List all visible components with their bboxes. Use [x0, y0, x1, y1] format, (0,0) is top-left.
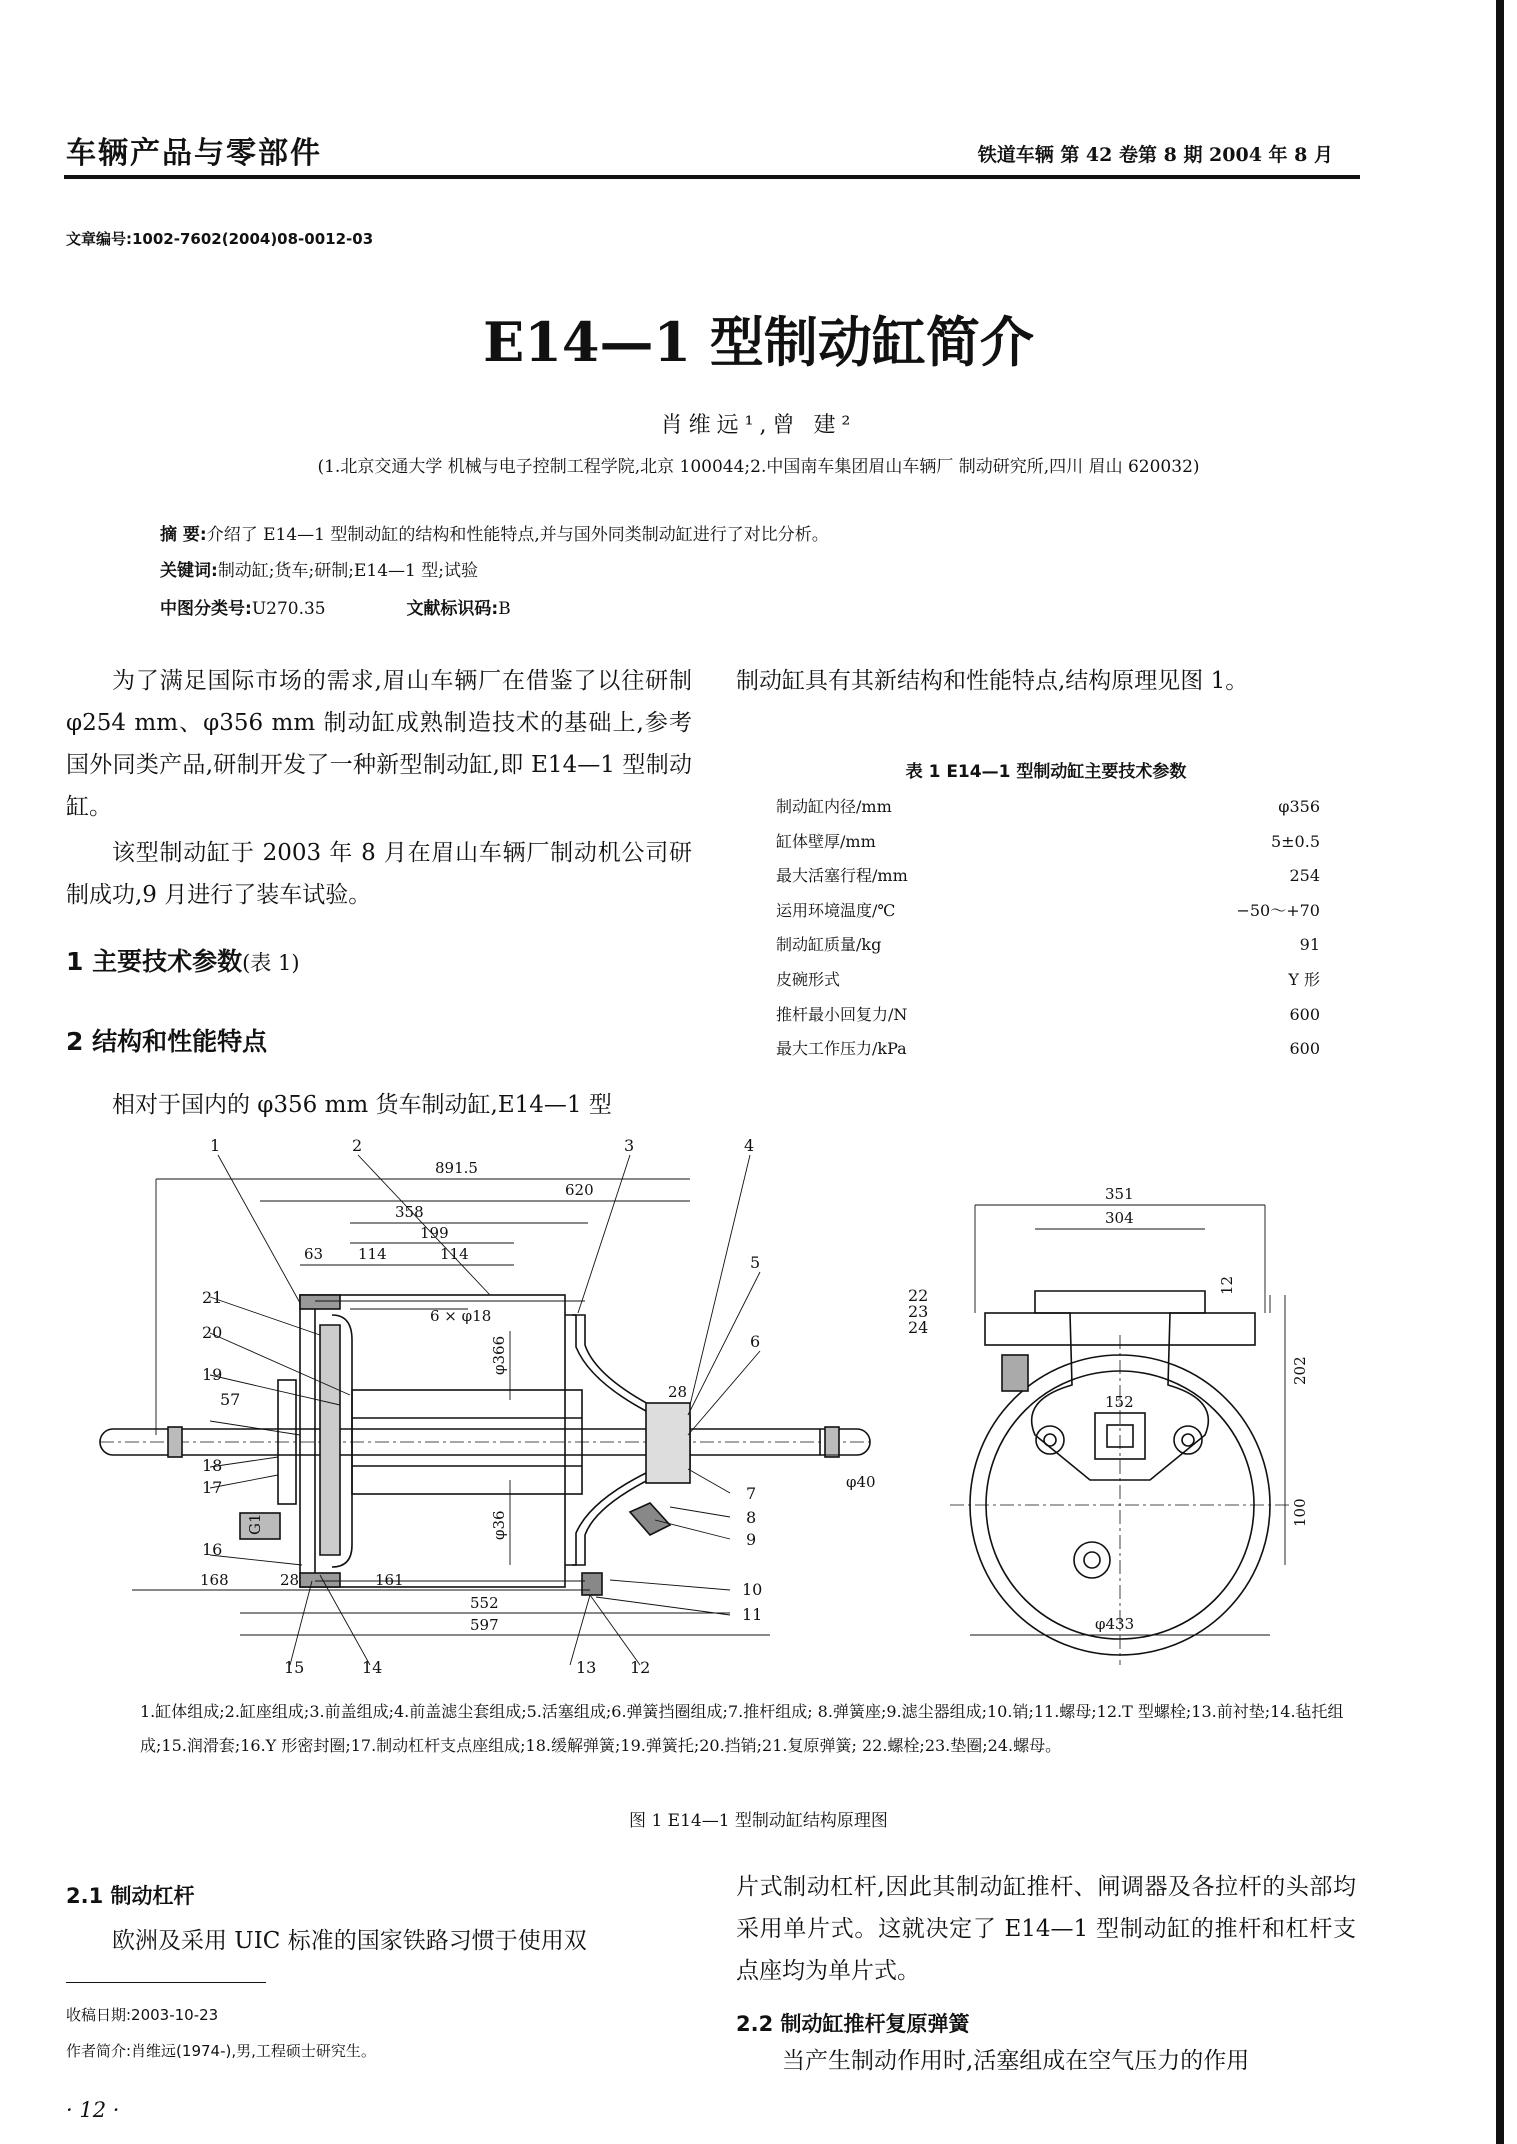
doc-code-label: 文献标识码: [406, 599, 499, 619]
table-row-value: −50～+70 [1236, 900, 1320, 920]
part-label-57: 57 [220, 1390, 241, 1409]
authors: 肖维远¹,曾 建² [660, 413, 857, 438]
running-header-journal: 铁道车辆 第 42 卷第 8 期 2004 年 8 月 [977, 144, 1333, 166]
dim-366: φ366 [490, 1335, 508, 1375]
dim-28-top: 28 [668, 1383, 688, 1401]
part-label-10: 10 [742, 1580, 763, 1599]
dim-114-b: 114 [440, 1245, 469, 1263]
running-header-section: 车辆产品与零部件 [66, 136, 322, 171]
table-row [776, 963, 1320, 998]
table-row-label: 最大活塞行程/mm [776, 866, 908, 886]
parameter-table [776, 790, 1320, 1067]
classification-label: 中图分类号: [160, 599, 252, 619]
dim-351: 351 [1105, 1185, 1134, 1203]
dim-358: 358 [395, 1203, 424, 1221]
dim-552: 552 [470, 1594, 499, 1612]
dim-100: 100 [1291, 1498, 1309, 1527]
keywords-label: 关键词: [160, 561, 218, 581]
part-label-15: 15 [284, 1658, 305, 1677]
dim-597: 597 [470, 1616, 499, 1634]
part-label-8: 8 [746, 1508, 757, 1527]
article-number: 文章编号:1002-7602(2004)08-0012-03 [66, 230, 374, 248]
part-label-16: 16 [202, 1540, 223, 1559]
figure-1-title: 图 1 E14—1 型制动缸结构原理图 [629, 1811, 888, 1831]
table-row-label: 制动缸内径/mm [776, 797, 892, 816]
table-row-value: 600 [1289, 1039, 1320, 1059]
part-label-21: 21 [202, 1288, 223, 1307]
table-row [776, 894, 1320, 929]
dim-161: 161 [375, 1571, 404, 1589]
section-1-title: 1 主要技术参数 [66, 947, 243, 976]
dim-114-a: 114 [358, 1245, 387, 1263]
affiliations: (1.北京交通大学 机械与电子控制工程学院,北京 100044;2.中国南车集团眉山车辆厂 制动研究所,四川 眉山 620032) [317, 457, 1200, 477]
table-caption: 表 1 E14—1 型制动缸主要技术参数 [905, 762, 1187, 782]
part-label-18: 18 [202, 1456, 223, 1475]
part-label-23: 23 [908, 1302, 929, 1321]
part-label-9: 9 [746, 1530, 757, 1549]
dim-28-bottom: 28 [280, 1571, 300, 1589]
table-row-value: φ356 [1278, 797, 1320, 816]
dim-891-5: 891.5 [435, 1159, 478, 1177]
table-row-label: 最大工作压力/kPa [776, 1039, 907, 1059]
keywords-text: 制动缸;货车;研制;E14—1 型;试验 [217, 561, 478, 581]
footnote-received: 收稿日期:2003-10-23 [66, 2006, 219, 2024]
scan-edge-bar [1496, 0, 1504, 2144]
abstract-label: 摘 要: [160, 525, 207, 545]
section-1-table-ref: (表 1) [242, 951, 300, 975]
footnote-rule [66, 1982, 266, 1983]
table-row-label: 皮碗形式 [776, 969, 841, 989]
table-row-value: 91 [1299, 935, 1320, 955]
right-lower-paragraph: 片式制动杠杆,因此其制动缸推杆、闸调器及各拉杆的头部均采用单片式。这就决定了 E14—1 型制动缸的推杆和杠杆支点座均为单片式。 [736, 1874, 1356, 1984]
part-label-2: 2 [352, 1136, 363, 1155]
table-row [776, 1032, 1320, 1067]
dim-g1: G1 [246, 1513, 264, 1535]
dim-36: φ36 [490, 1510, 508, 1540]
part-label-17: 17 [202, 1478, 223, 1497]
keywords [160, 556, 478, 581]
part-label-24: 24 [908, 1318, 929, 1337]
table-row [776, 859, 1320, 894]
section-1-heading [66, 942, 300, 978]
table-row-label: 制动缸质量/kg [776, 935, 882, 955]
dim-6x18: 6 × φ18 [430, 1307, 492, 1325]
part-label-5: 5 [750, 1253, 761, 1272]
dim-63: 63 [304, 1245, 324, 1263]
dim-620: 620 [565, 1181, 594, 1199]
dim-433: φ433 [1095, 1615, 1135, 1633]
dim-152: 152 [1105, 1393, 1134, 1411]
table-row-label: 推杆最小回复力/N [776, 1004, 908, 1024]
table-row [776, 825, 1320, 860]
part-label-3: 3 [624, 1136, 635, 1155]
part-label-19: 19 [202, 1365, 223, 1384]
abstract [160, 520, 829, 545]
part-label-7: 7 [746, 1484, 757, 1503]
figure-1-legend: 1.缸体组成;2.缸座组成;3.前盖组成;4.前盖滤尘套组成;5.活塞组成;6.弹簧挡圈组成;7.推杆组成; 8.弹簧座;9.滤尘器组成;10.销;11.螺母;12.T 型螺栓;13.前衬垫;14.毡托组成;15.润滑套;16.Y 形密封圈;17.制动杠杆支点座组成;18.缓解弹簧;19.弹簧托;20.挡销;21.复原弹簧; 22.螺栓;23.垫圈;24.螺母。 [140, 1702, 1344, 1755]
abstract-text: 介绍了 E14—1 型制动缸的结构和性能特点,并与国外同类制动缸进行了对比分析。 [206, 525, 829, 545]
part-label-13: 13 [576, 1658, 597, 1677]
figure-1-drawing [90, 1135, 1360, 1680]
classification [160, 594, 511, 619]
part-label-22: 22 [908, 1286, 929, 1305]
page-number: · 12 · [66, 2098, 120, 2122]
dim-202: 202 [1291, 1356, 1309, 1385]
section-2-2-heading: 2.2 制动缸推杆复原弹簧 [736, 2012, 970, 2036]
part-label-20: 20 [202, 1323, 223, 1342]
classification-value: U270.35 [251, 599, 326, 619]
table-row [776, 790, 1320, 825]
table-row-value: 5±0.5 [1270, 831, 1320, 851]
doc-code-value: B [498, 599, 511, 619]
part-label-4: 4 [744, 1136, 755, 1155]
part-label-11: 11 [742, 1605, 763, 1624]
section-2-1-heading: 2.1 制动杠杆 [66, 1884, 195, 1908]
header-rule [64, 175, 1360, 179]
part-label-6: 6 [750, 1332, 761, 1351]
part-label-14: 14 [362, 1658, 383, 1677]
table-row-label: 缸体壁厚/mm [776, 831, 876, 851]
dim-304: 304 [1105, 1209, 1134, 1227]
paper-title: E14—1 型制动缸简介 [483, 310, 1034, 374]
table-row [776, 928, 1320, 963]
dim-199: 199 [420, 1224, 449, 1242]
dim-40: φ40 [846, 1473, 876, 1491]
table-row-label: 运用环境温度/℃ [776, 900, 896, 920]
table-row-value: Y 形 [1288, 969, 1320, 989]
footnote-author: 作者简介:肖维远(1974-),男,工程硕士研究生。 [66, 2042, 376, 2060]
table-row [776, 998, 1320, 1033]
part-label-12: 12 [630, 1658, 651, 1677]
right-paragraph-1: 制动缸具有其新结构和性能特点,结构原理见图 1。 [736, 668, 1249, 694]
section-2-2-paragraph: 当产生制动作用时,活塞组成在空气压力的作用 [782, 2048, 1250, 2074]
dim-12: 12 [1218, 1275, 1236, 1295]
table-row-value: 254 [1289, 866, 1320, 886]
section-2-1-paragraph: 欧洲及采用 UIC 标准的国家铁路习惯于使用双 [112, 1928, 587, 1954]
intro-paragraph-2: 该型制动缸于 2003 年 8 月在眉山车辆厂制动机公司研制成功,9 月进行了装车试验。 [66, 840, 692, 908]
intro-paragraph-1: 为了满足国际市场的需求,眉山车辆厂在借鉴了以往研制 φ254 mm、φ356 mm 制动缸成熟制造技术的基础上,参考国外同类产品,研制开发了一种新型制动缸,即 E14—1 型制动缸。 [66, 668, 692, 820]
part-label-1: 1 [210, 1136, 221, 1155]
section-2-heading: 2 结构和性能特点 [66, 1027, 268, 1056]
dim-168: 168 [200, 1571, 229, 1589]
table-row-value: 600 [1289, 1004, 1320, 1024]
section-2-paragraph: 相对于国内的 φ356 mm 货车制动缸,E14—1 型 [112, 1092, 612, 1118]
